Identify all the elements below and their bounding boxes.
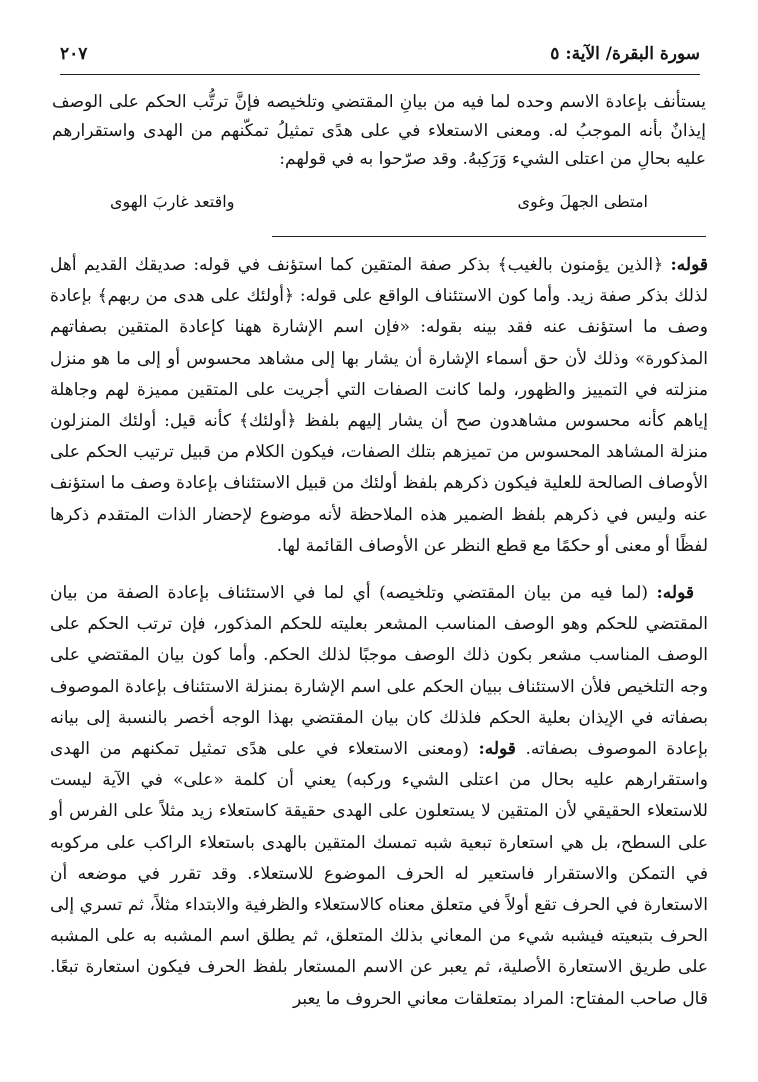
commentary (50, 250, 708, 1015)
commentary-text: ﴿الذين يؤمنون بالغيب﴾ بذكر صفة المتقين كما استؤنف في قوله: صديقك القديم أهل لذلك بذكر صفة زيد. وأما كون الاستئناف الواقع على قوله: ﴿أولئك على هدى من ربهم﴾ بإعادة وصف ما استؤنف عنه فقد بينه بقوله: «فإن اسم الإشارة ههنا كإعادة المتقين بصفاتهم المذكورة» وذلك لأن حق أسماء الإشارة أن يشار بها إلى مشاهد محسوس أو إلى ما هو منزل منزلته في التمييز والظهور، ولما كانت الصفات التي أجريت على المتقين مميزة لهم وجاهلة إياهم كأنه محسوس مشاهدون صح أن يشار إليهم بلفظ ﴿أولئك﴾ كأنه قيل: أولئك المنزلون منزلة المشاهد المحسوس من تميزهم بتلك الصفات، فيكون الكلام من قبيل ترتيب الحكم على الأوصاف الصالحة للعلية فيكون ذكرهم بلفظ أولئك من قبيل الاستئناف بإعادة وصف ما استؤنف عنه وليس في ذكرهم بلفظ الضمير هذه الملاحظة لأنه موضوع لإحضار الذات المتقدم ذكرها لفظًا أو معنى أو حكمًا مع قطع النظر عن الأوصاف القائمة لها. (50, 255, 708, 556)
poetry-verse (110, 188, 648, 218)
commentary-text: (ومعنى الاستعلاء في على هدًى تمثيل تمكنهم من الهدى واستقرارهم عليه بحال من اعتلى الشيء وركبه) يعني أن كلمة «على» في الآية ليست للاستعلاء الحقيقي لأن المتقين لا يستعلون على الهدى حقيقة كاستعلاء زيد مثلاً على الفرس أو على السطح، بل هي استعارة تبعية شبه تمسك المتقين بالهدى باستعلاء الراكب على مركوبه في التمكن والاستقرار فاستعير له الحرف الموضوع للاستعلاء. وقد تقرر في موضعه أن الاستعارة في الحرف تقع أولاً في متعلق معناه كالاستعلاء والظرفية والابتداء مثلاً، ثم تسري إلى الحرف بتبعيته فيشبه شيء من المعاني بذلك المتعلق، ثم يطلق اسم المشبه به على المشبه على طريق الاستعارة الأصلية، ثم يعبر عن الاسم المستعار بلفظ الحرف فيكون استعارة تبعًا. قال صاحب المفتاح: المراد بمتعلقات معاني الحروف ما يعبر (50, 739, 708, 1009)
main-text: يستأنف بإعادة الاسم وحده لما فيه من بيانِ المقتضي وتلخيصه فإنَّ ترتُّب الحكم على الوصف إيذانٌ بأنه الموجبُ له. ومعنى الاستعلاء في على هدًى تمثيلُ تمكّنهم من الهدى واستقرارهم عليه بحالِ من اعتلى الشيء وَرَكِبهُ. وقد صرّحوا به في قولهم: (52, 92, 706, 169)
running-header (60, 40, 700, 75)
footnote-divider (272, 236, 706, 237)
qawl-label: قوله: (478, 739, 516, 760)
commentary-paragraph (50, 578, 708, 1015)
verse-hemistich-1: امتطى الجهلَ وغوى (517, 192, 648, 211)
header-title: سورة البقرة/ الآية: ٥ (550, 44, 700, 64)
page-number: ٢٠٧ (60, 44, 88, 64)
qawl-label: قوله: (670, 255, 709, 275)
commentary-paragraph (50, 250, 708, 562)
commentary-text: (لما فيه من بيان المقتضي وتلخيصه) أي لما في الاستئناف بإعادة الصفة من بيان المقتضي للحكم وهو الوصف المناسب المشعر بعليته للحكم المذكور، فإن ترتب الحكم على الوصف المناسب مشعر بكون ذلك الوصف موجبًا لذلك الحكم. وأما كون بيان المقتضي على وجه التلخيص فلأن الاستئناف ببيان الحكم على اسم الإشارة بمنزلة الاستئناف بإعادة الموصوف بصفاته في الإيذان بعلية الحكم فلذلك كان بيان المقتضي بهذا الوجه أخصر بالنسبة إلى بيانه بإعادة الموصوف بصفاته. (50, 583, 709, 760)
verse-hemistich-2: واقتعد غاربَ الهوى (110, 192, 235, 211)
qawl-label: قوله: (656, 583, 694, 604)
